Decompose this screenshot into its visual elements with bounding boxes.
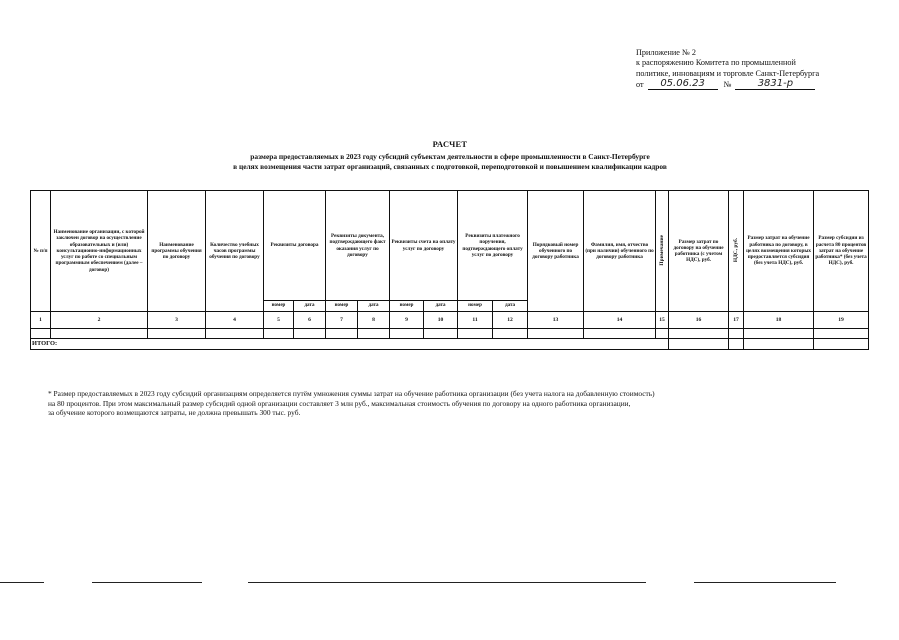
column-number: 10 [424, 312, 458, 329]
sub-date: дата [493, 301, 528, 312]
total-row [31, 339, 869, 350]
column-number: 3 [148, 312, 206, 329]
column-number: 11 [458, 312, 493, 329]
from-label: от [636, 79, 644, 89]
table-header-row [31, 191, 869, 301]
header-col-2: Наименование организации, с которой заключен договор на осуществление образовательных и (или) консультационно-информационных услуг по работе со специальным программным обеспечением (далее – договор) [51, 191, 148, 312]
column-number: 19 [814, 312, 869, 329]
handwritten-date: 05.06.23 [648, 79, 718, 90]
vat-header: НДС, руб. [732, 237, 739, 262]
sub-date: дата [424, 301, 458, 312]
sub-number: номер [458, 301, 493, 312]
appendix-title: Приложение № 2 [636, 48, 696, 57]
note-header: Примечание [658, 234, 665, 266]
number-label: № [723, 79, 732, 89]
header-col-12: Размер затрат по договору на обучение работника (с учетом НДС), руб. [669, 191, 729, 312]
total-cell [729, 339, 744, 350]
total-label: ИТОГО: [31, 339, 669, 350]
footnote-line-3: за обучение которого возмещаются затраты, не должна превышать 300 тыс. руб. [48, 408, 301, 418]
header-col-11 [656, 191, 669, 312]
column-number: 6 [294, 312, 326, 329]
header-col-13 [729, 191, 744, 312]
appendix-reference: к распоряжению Комитета по промышленной [636, 58, 796, 68]
sub-number: номер [390, 301, 424, 312]
column-number: 4 [206, 312, 264, 329]
handwritten-number: 3831-р [735, 79, 815, 90]
header-col-9: Порядковый номер обученного по договору работника [528, 191, 584, 312]
column-number: 13 [528, 312, 584, 329]
sub-date: дата [294, 301, 326, 312]
column-number: 9 [390, 312, 424, 329]
column-number: 7 [326, 312, 358, 329]
header-col-10: Фамилия, имя, отчество (при наличии) обученного по договору работника [584, 191, 656, 312]
calculation-table [30, 190, 869, 350]
header-col-4: Количество учебных часов программы обучения по договору [206, 191, 264, 312]
sub-number: номер [264, 301, 294, 312]
document-subtitle-2: в целях возмещения части затрат организаций, связанных с подготовкой, переподготовкой и повышением квалификации кадров [233, 162, 667, 171]
signature-line [0, 582, 44, 583]
total-cell [814, 339, 869, 350]
signature-line [248, 582, 646, 583]
total-cell [744, 339, 814, 350]
sub-number: номер [326, 301, 358, 312]
empty-data-row [31, 329, 869, 339]
column-number: 15 [656, 312, 669, 329]
document-subtitle-1: размера предоставляемых в 2023 году субсидий субъектам деятельности в сфере промышленности в Санкт-Петербурге [250, 152, 650, 161]
column-number: 14 [584, 312, 656, 329]
total-cell [669, 339, 729, 350]
column-number: 1 [31, 312, 51, 329]
document-title: РАСЧЕТ [432, 140, 468, 149]
signature-line [694, 582, 836, 583]
header-col-3: Наименование программы обучения по договору [148, 191, 206, 312]
appendix-committee: политике, инновациям и торговле Санкт-Петербурга [636, 68, 820, 78]
header-col-8: Реквизиты платежного поручения, подтверждающего оплату услуг по договору [458, 191, 528, 301]
footnote [48, 389, 856, 418]
column-number: 2 [51, 312, 148, 329]
column-number: 5 [264, 312, 294, 329]
header-col-6: Реквизиты документа, подтверждающего факт оказания услуг по договору [326, 191, 390, 301]
footnote-line-2: на 80 процентов. При этом максимальный размер субсидий одной организации составляет 3 млн руб., максимальная стоимость обучения по договору на одного работника организации, [48, 398, 631, 408]
column-number: 12 [493, 312, 528, 329]
header-col-7: Реквизиты счета на оплату услуг по договору [390, 191, 458, 301]
column-number: 18 [744, 312, 814, 329]
column-number: 17 [729, 312, 744, 329]
header-col-14: Размер затрат на обучение работника по договору, в целях возмещения которых предоставляется субсидия (без учета НДС), руб. [744, 191, 814, 312]
column-number: 16 [669, 312, 729, 329]
signature-line [92, 582, 202, 583]
column-number: 8 [358, 312, 390, 329]
header-col-1: № п/п [31, 191, 51, 312]
column-number-row [31, 312, 869, 329]
sub-date: дата [358, 301, 390, 312]
header-col-5: Реквизиты договора [264, 191, 326, 301]
appendix-header [636, 48, 876, 90]
footnote-line-1: * Размер предоставляемых в 2023 году субсидий организациям определяется путём умножения суммы затрат на обучение работника организации (без учета налога на добавленную стоимость) [48, 389, 655, 398]
document-title-block [150, 140, 750, 172]
appendix-date-line [636, 79, 876, 90]
header-col-15: Размер субсидии из расчета 80 процентов затрат на обучение работника* (без учета НДС), руб. [814, 191, 869, 312]
